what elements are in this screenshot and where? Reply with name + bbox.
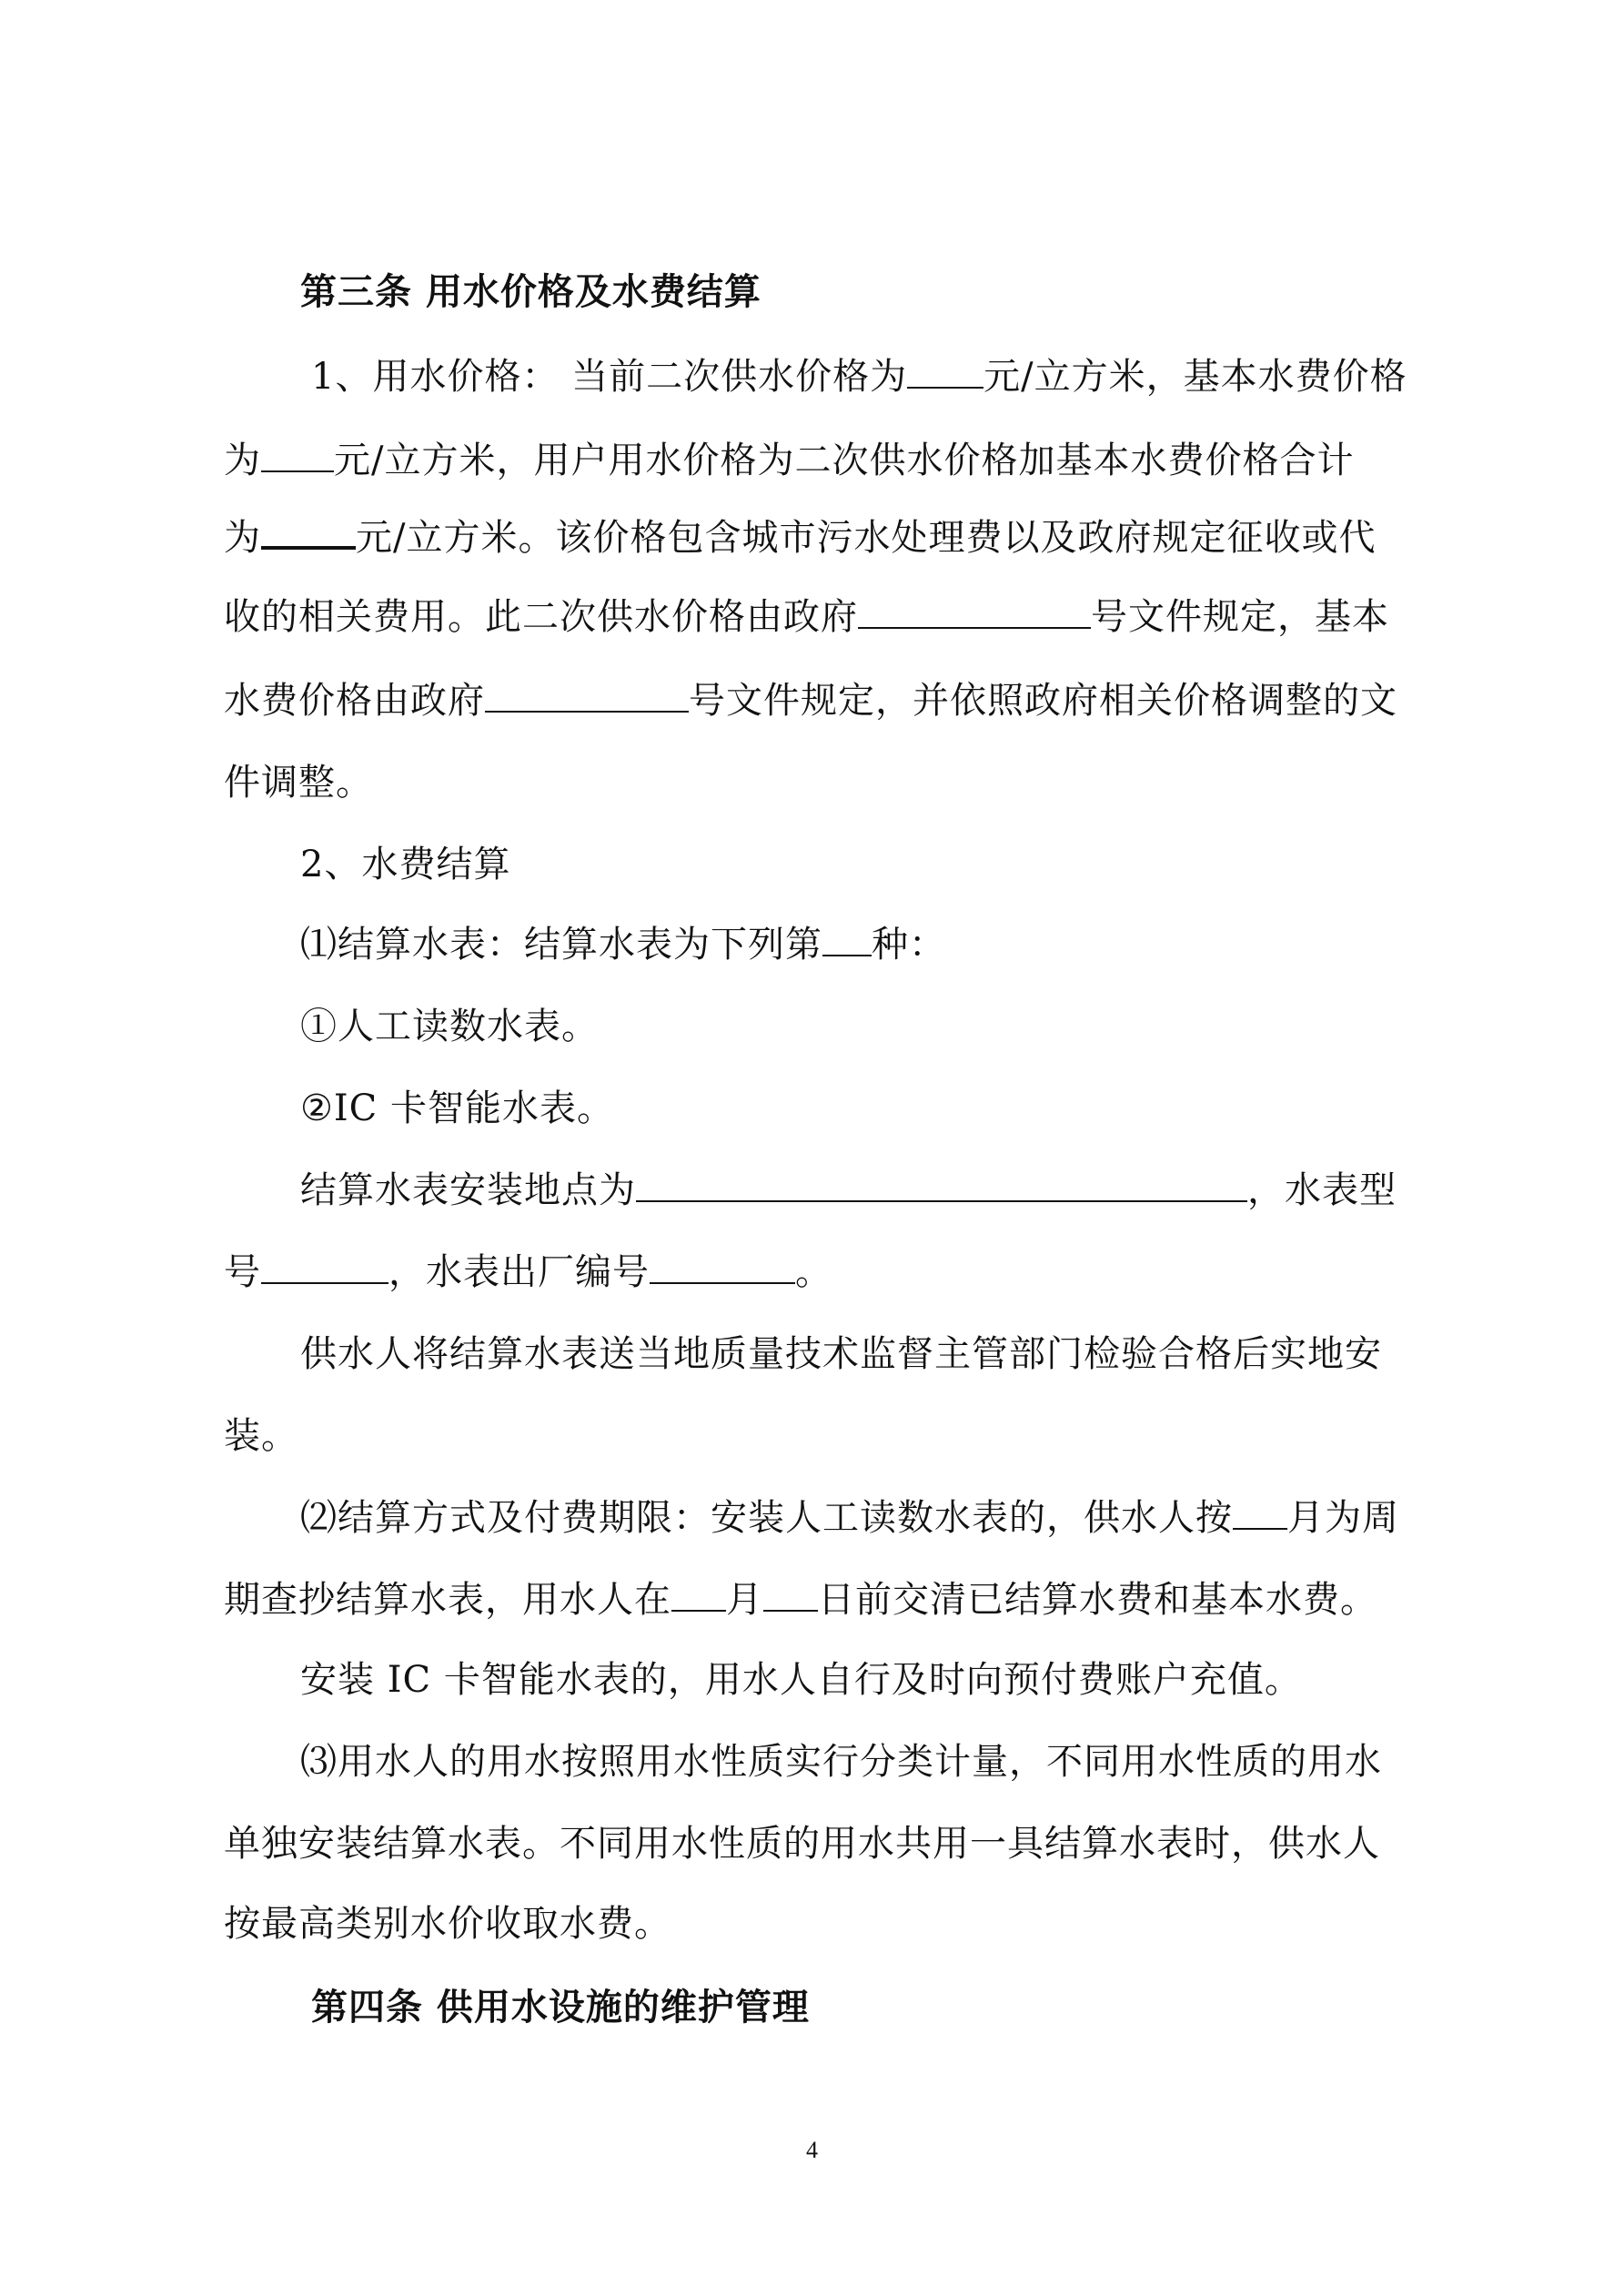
price-line-5: 水费价格由政府 号文件规定，并依照政府相关价格调整的文 — [224, 680, 1397, 722]
payment-line-1: ⑵结算方式及付费期限：安装人工读数水表的，供水人按 月为周 — [300, 1497, 1399, 1539]
article4-heading: 第四条 供用水设施的维护管理 — [311, 1987, 810, 2028]
blank-total-price — [261, 515, 356, 550]
ic-card-line: 安装 IC 卡智能水表的，用水人自行及时向预付费账户充值。 — [300, 1659, 1302, 1701]
classification-line-2: 单独安装结算水表。不同用水性质的用水共用一具结算水表时，供水人 — [224, 1823, 1380, 1865]
blank-base-doc-no — [485, 680, 689, 713]
classification-line-3: 按最高类别水价收取水费。 — [224, 1903, 671, 1945]
blank-install-location — [636, 1169, 1247, 1202]
meter-option-1: ①人工读数水表。 — [300, 1006, 599, 1047]
blank-billing-cycle — [1233, 1497, 1287, 1530]
price-line-1: 1、用水价格： 当前二次供水价格为 元/立方米，基本水费价格 — [311, 356, 1407, 398]
meter-type-line: ⑴结算水表：结算水表为下列第 种： — [300, 924, 946, 966]
meter-model-line: 号 ，水表出厂编号 。 — [224, 1251, 832, 1293]
price-line-3: 为 元/立方米。该价格包含城市污水处理费以及政府规定征收或代 — [224, 517, 1377, 559]
classification-line-1: ⑶用水人的用水按照用水性质实行分类计量，不同用水性质的用水 — [300, 1741, 1382, 1783]
blank-meter-model — [261, 1251, 388, 1284]
settlement-title: 2、水费结算 — [300, 844, 511, 885]
article3-heading: 第三条 用水价格及水费结算 — [300, 271, 762, 313]
blank-secondary-doc-no — [858, 596, 1091, 629]
price-line-4: 收的相关费用。此二次供水价格由政府 号文件规定，基本 — [224, 596, 1389, 638]
inspection-line-1: 供水人将结算水表送当地质量技术监督主管部门检验合格后实地安 — [300, 1333, 1382, 1375]
blank-meter-type — [822, 924, 872, 956]
price-line-2: 为 元/立方米，用户用水价格为二次供水价格加基本水费价格合计 — [224, 440, 1355, 481]
blank-meter-serial — [650, 1251, 795, 1284]
blank-secondary-price — [907, 356, 983, 389]
page-number: 4 — [806, 2137, 818, 2163]
blank-base-price — [261, 440, 334, 472]
install-location-line: 结算水表安装地点为 ，水表型 — [300, 1169, 1397, 1211]
price-line-6: 件调整。 — [224, 762, 373, 804]
payment-line-2: 期查抄结算水表，用水人在 月 日前交清已结算水费和基本水费。 — [224, 1579, 1377, 1621]
inspection-line-2: 装。 — [224, 1415, 298, 1457]
blank-pay-day — [763, 1579, 818, 1612]
meter-option-2: ②IC 卡智能水表。 — [300, 1087, 614, 1129]
blank-pay-month — [671, 1579, 726, 1612]
